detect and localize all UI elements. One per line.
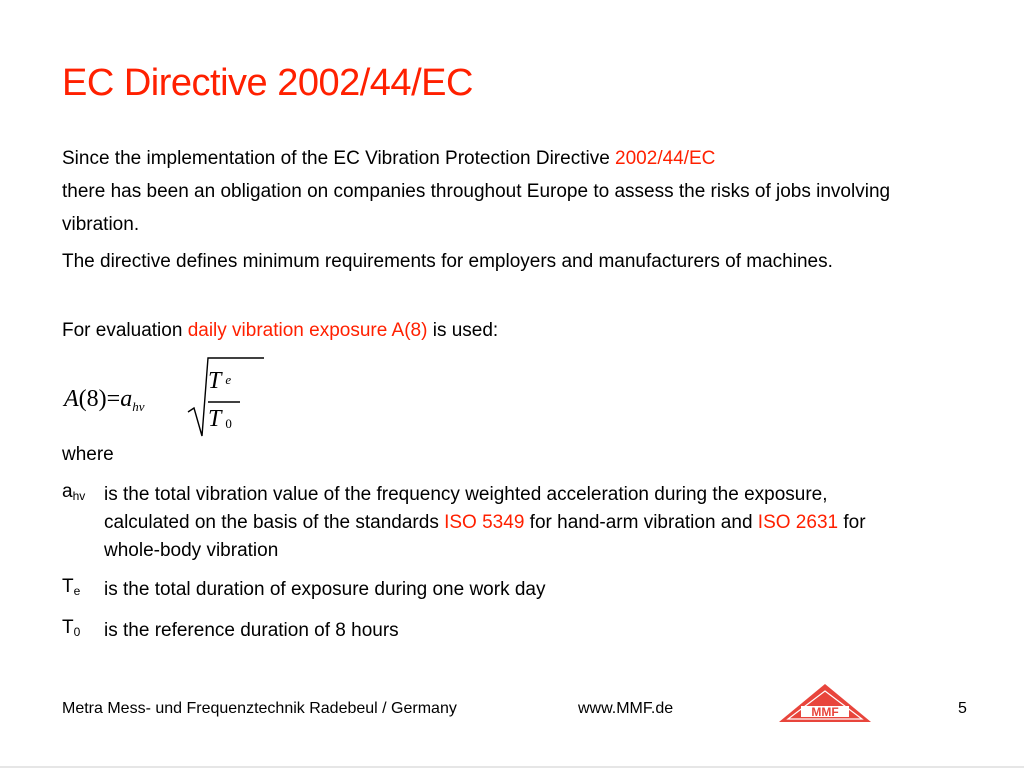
formula-denominator: [208, 406, 232, 433]
denominator-subscript: 0: [225, 416, 232, 431]
page-number: 5: [958, 700, 967, 717]
evaluation-text-start: For evaluation: [62, 320, 188, 341]
definition-symbol: $T_0$: [62, 617, 81, 639]
formula-eight: 8: [86, 386, 99, 412]
formula-a-hv: a: [120, 386, 133, 412]
intro-paragraph: [62, 142, 942, 241]
formula-equals: =: [106, 386, 121, 412]
definition-symbol: $a_{hv}$: [62, 481, 86, 503]
footer-company: Metra Mess- und Frequenztechnik Radebeul / Germany: [62, 700, 457, 717]
formula-a-symbol: A: [64, 386, 79, 412]
formula-a-hv-subscript: hv: [132, 399, 145, 414]
definition-text: is the total duration of exposure during one work day: [104, 579, 546, 600]
directive-reference: 2002/44/EC: [615, 148, 716, 169]
requirements-paragraph: The directive defines minimum requirements for employers and manufacturers of machines.: [62, 251, 833, 272]
intro-text-end: there has been an obligation on companies throughout Europe to assess the risks of jobs involving vibration.: [62, 181, 891, 235]
logo-text: MMF: [811, 705, 839, 719]
sqrt-fraction-graphic: [64, 356, 264, 442]
formula-close-paren: ): [98, 386, 107, 412]
footer-url[interactable]: www.MMF.de: [578, 700, 674, 717]
iso-2631-reference: ISO 2631: [757, 512, 839, 533]
a8-formula: [64, 356, 264, 442]
evaluation-paragraph: [62, 314, 942, 347]
definition-text: is the total vibration value of the frequency weighted acceleration during the exposure, calculated on the basis of the standards ISO 5349 for hand-arm vibration and ISO 2631 for whole-body vibration: [104, 484, 866, 561]
where-label: where: [62, 444, 114, 465]
definition-text: is the reference duration of 8 hours: [104, 620, 399, 641]
daily-exposure-highlight: daily vibration exposure A(8): [187, 320, 428, 341]
denominator-t: T: [208, 406, 222, 432]
intro-text-start: Since the implementation of the EC Vibration Protection Directive: [62, 148, 616, 169]
mmf-logo: [777, 682, 873, 724]
evaluation-text-end: is used:: [427, 320, 499, 341]
formula-open-paren: (: [78, 386, 87, 412]
definition-symbol: $T_e$: [62, 576, 81, 598]
iso-5349-reference: ISO 5349: [444, 512, 525, 533]
numerator-t: T: [208, 368, 222, 394]
numerator-subscript: e: [225, 372, 232, 387]
formula-numerator: [208, 368, 231, 395]
slide-title: EC Directive 2002/44/EC: [62, 62, 473, 104]
